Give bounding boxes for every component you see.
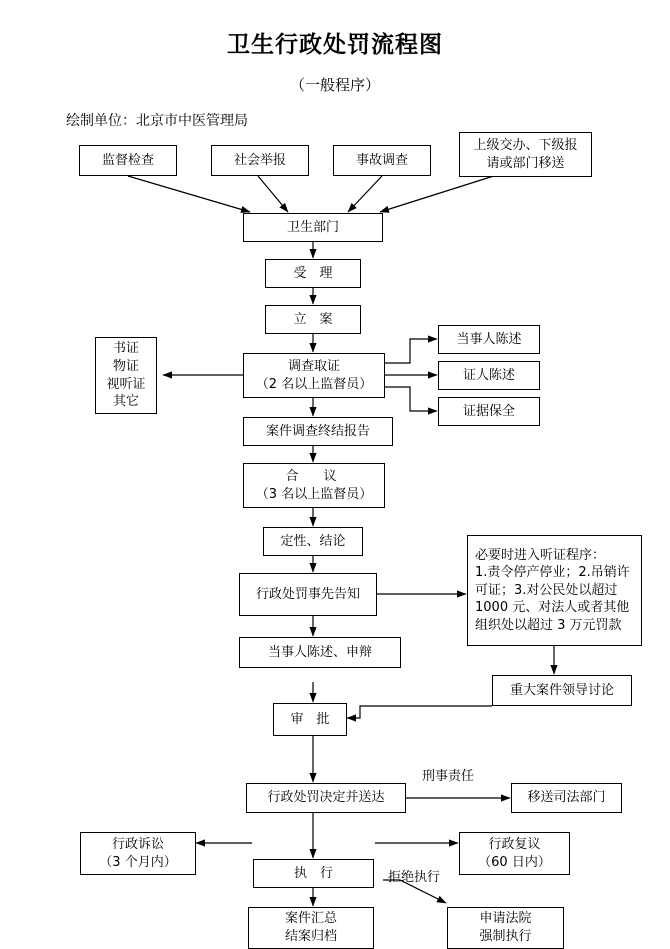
node-prior-notification[interactable]: 行政处罚事先告知	[239, 573, 377, 616]
node-case-filing[interactable]: 立 案	[265, 305, 361, 334]
node-court-enforcement[interactable]: 申请法院 强制执行	[447, 907, 564, 949]
page-title: 卫生行政处罚流程图	[227, 32, 443, 58]
node-approval[interactable]: 审 批	[273, 703, 347, 736]
node-superior-transfer[interactable]: 上级交办、下级报 请或部门移送	[459, 132, 592, 177]
node-major-case-discussion[interactable]: 重大案件领导讨论	[492, 675, 632, 706]
node-execution[interactable]: 执 行	[253, 859, 374, 888]
node-party-defense[interactable]: 当事人陈述、申辩	[239, 637, 401, 668]
node-penalty-decision[interactable]: 行政处罚决定并送达	[246, 783, 406, 813]
credit-line: 绘制单位：北京市中医管理局	[66, 113, 248, 129]
node-evidence-preservation[interactable]: 证据保全	[438, 397, 540, 426]
node-case-archive[interactable]: 案件汇总 结案归档	[248, 907, 374, 949]
node-administrative-review[interactable]: 行政复议 （60 日内）	[459, 832, 570, 875]
label-refuse-execution: 拒绝执行	[388, 870, 441, 885]
node-investigation-evidence[interactable]: 调查取证 （2 名以上监督员）	[243, 353, 385, 398]
node-investigation-report[interactable]: 案件调查终结报告	[243, 417, 393, 446]
node-collegial-discussion[interactable]: 合 议 （3 名以上监督员）	[243, 463, 385, 508]
node-evidence-types[interactable]: 书证 物证 视听证 其它	[95, 337, 157, 414]
node-acceptance[interactable]: 受 理	[265, 259, 361, 288]
node-hearing-procedure[interactable]: 必要时进入听证程序： 1.责令停产停业；2.吊销许 可证；3.对公民处以超过 1000 元、对法人或者其他 组织处以超过 3 万元罚款	[467, 535, 642, 646]
label-criminal-liability: 刑事责任	[422, 769, 475, 784]
node-administrative-litigation[interactable]: 行政诉讼 （3 个月内）	[80, 832, 196, 875]
node-witness-statement[interactable]: 证人陈述	[438, 361, 540, 390]
node-public-report[interactable]: 社会举报	[211, 145, 309, 176]
node-qualification-conclusion[interactable]: 定性、结论	[263, 527, 363, 556]
node-transfer-judicial[interactable]: 移送司法部门	[511, 783, 622, 813]
node-health-department[interactable]: 卫生部门	[243, 213, 383, 242]
node-accident-investigation[interactable]: 事故调查	[333, 145, 431, 176]
node-supervision-check[interactable]: 监督检查	[79, 145, 177, 176]
node-party-statement[interactable]: 当事人陈述	[438, 325, 540, 354]
page-subtitle: （一般程序）	[289, 76, 380, 94]
